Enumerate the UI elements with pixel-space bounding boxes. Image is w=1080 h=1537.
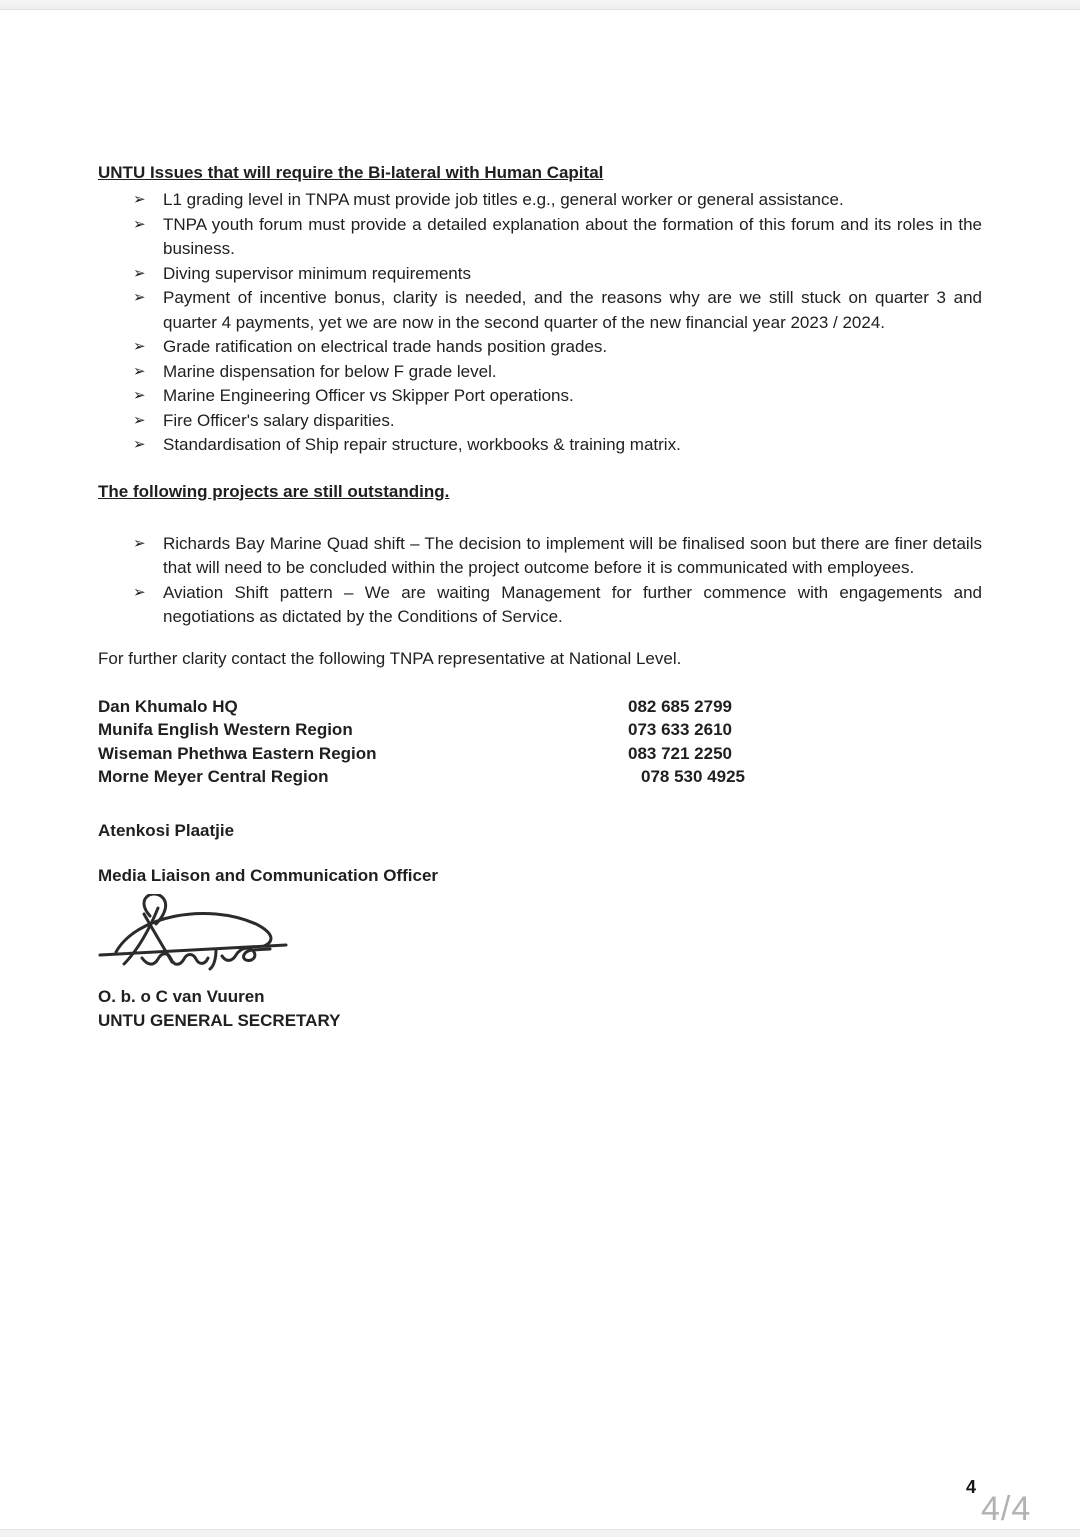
contact-row — [98, 765, 982, 789]
list-item — [98, 433, 982, 458]
list-item-text: TNPA youth forum must provide a detailed explanation about the formation of this forum and its roles in the business. — [163, 214, 982, 258]
list-item — [98, 532, 982, 581]
bilateral-issues-list — [98, 188, 982, 458]
arrow-bullet-icon: ➢ — [133, 362, 146, 380]
list-item-text: Marine dispensation for below F grade level. — [163, 361, 497, 381]
arrow-bullet-icon: ➢ — [133, 583, 146, 601]
contact-row — [98, 742, 982, 766]
signatory-name: Atenkosi Plaatjie — [98, 820, 235, 840]
signature-image — [98, 894, 298, 972]
signatory-role: UNTU GENERAL SECRETARY — [98, 1010, 341, 1030]
contact-phone: 082 685 2799 — [628, 696, 732, 716]
list-item — [98, 213, 982, 262]
page-number: 4 — [966, 1477, 977, 1497]
arrow-bullet-icon: ➢ — [133, 215, 146, 233]
contact-name: Munifa English Western Region — [98, 720, 353, 739]
signatory-title: Media Liaison and Communication Officer — [98, 865, 439, 885]
contact-intro: For further clarity contact the following TNPA representative at National Level. — [98, 648, 682, 668]
document-content — [98, 163, 982, 1033]
contact-phone: 083 721 2250 — [628, 743, 732, 763]
arrow-bullet-icon: ➢ — [133, 338, 146, 355]
contact-name: Wiseman Phethwa Eastern Region — [98, 743, 377, 763]
viewer-top-edge — [0, 0, 1080, 10]
list-item — [98, 335, 982, 360]
list-item — [98, 581, 982, 630]
contact-row — [98, 718, 982, 742]
list-item-text: Standardisation of Ship repair structure, workbooks & training matrix. — [163, 435, 681, 454]
contacts-table — [98, 695, 982, 789]
list-item-text: Payment of incentive bonus, clarity is needed, and the reasons why are we still stuck on quarter 3 and quarter 4 payments, yet we are now in the second quarter of the new financial year 2023 / 2024. — [163, 288, 982, 332]
viewer-bottom-edge — [0, 1529, 1080, 1537]
list-item — [98, 188, 982, 213]
list-item-text: Aviation Shift pattern – We are waiting Management for further commence with engagements and negotiations as dictated by the Conditions of Service. — [163, 582, 982, 626]
list-item-text: Diving supervisor minimum requirements — [163, 263, 471, 283]
list-item-text: Richards Bay Marine Quad shift – The decision to implement will be finalised soon but there are finer details that will need to be concluded within the project outcome before it is communicated with employees. — [163, 533, 982, 577]
contact-phone: 073 633 2610 — [628, 720, 732, 739]
section-heading-outstanding: The following projects are still outstanding. — [98, 481, 450, 501]
contact-phone: 078 530 4925 — [641, 767, 745, 786]
list-item — [98, 262, 982, 287]
arrow-bullet-icon: ➢ — [133, 411, 146, 429]
contact-name: Morne Meyer Central Region — [98, 767, 329, 786]
arrow-bullet-icon: ➢ — [133, 387, 146, 404]
list-item — [98, 360, 982, 385]
arrow-bullet-icon: ➢ — [133, 191, 146, 208]
list-item — [98, 384, 982, 409]
list-item-text: Marine Engineering Officer vs Skipper Port operations. — [163, 386, 574, 405]
contact-name: Dan Khumalo HQ — [98, 696, 238, 716]
arrow-bullet-icon: ➢ — [133, 289, 146, 306]
outstanding-projects-list — [98, 532, 982, 630]
arrow-bullet-icon: ➢ — [133, 436, 146, 453]
section-heading-bilateral: UNTU Issues that will require the Bi-lateral with Human Capital — [98, 163, 604, 182]
list-item-text: Fire Officer's salary disparities. — [163, 410, 395, 430]
list-item-text: L1 grading level in TNPA must provide job titles e.g., general worker or general assistance. — [163, 190, 844, 209]
on-behalf-of-line: O. b. o C van Vuuren — [98, 986, 265, 1006]
list-item — [98, 409, 982, 434]
list-item-text: Grade ratification on electrical trade hands position grades. — [163, 337, 608, 356]
arrow-bullet-icon: ➢ — [133, 534, 146, 552]
contact-row — [98, 695, 982, 719]
arrow-bullet-icon: ➢ — [133, 264, 146, 282]
viewer-page-indicator: 4/4 — [981, 1490, 1032, 1528]
list-item — [98, 286, 982, 335]
